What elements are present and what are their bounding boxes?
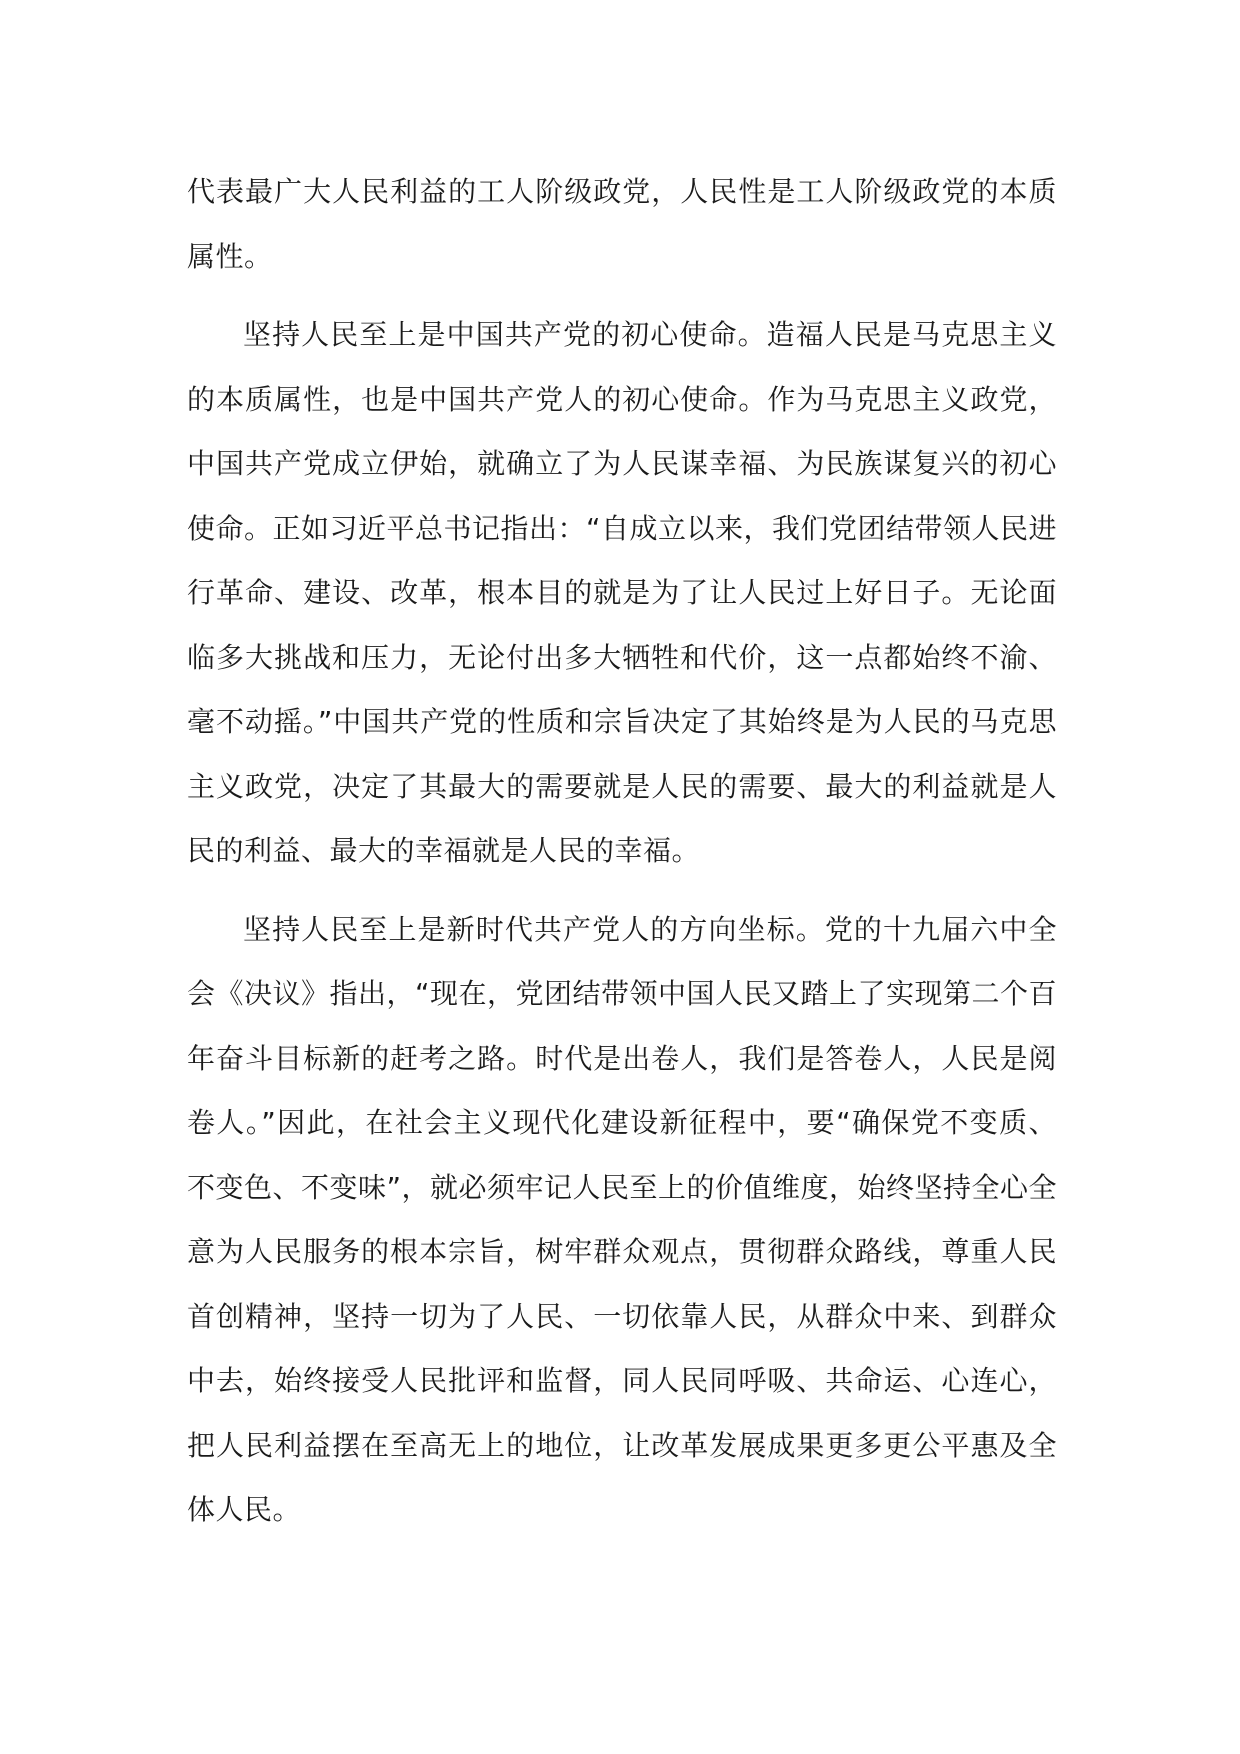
paragraph-2: 坚持人民至上是中国共产党的初心使命。造福人民是马克思主义的本质属性，也是中国共产党人的初心使命。作为马克思主义政党，中国共产党成立伊始，就确立了为人民谋幸福、为民族谋复兴的初心使命。正如习近平总书记指出：“自成立以来，我们党团结带领人民进行革命、建设、改革，根本目的就是为了让人民过上好日子。无论面临多大挑战和压力，无论付出多大牺牲和代价，这一点都始终不渝、毫不动摇。”中国共产党的性质和宗旨决定了其始终是为人民的马克思主义政党，决定了其最大的需要就是人民的需要、最大的利益就是人民的利益、最大的幸福就是人民的幸福。 bbox=[187, 318, 1058, 867]
paragraph-spacer bbox=[187, 884, 1057, 898]
document-body bbox=[187, 160, 1057, 1543]
paragraph-3: 坚持人民至上是新时代共产党人的方向坐标。党的十九届六中全会《决议》指出，“现在，党团结带领中国人民又踏上了实现第二个百年奋斗目标新的赶考之路。时代是出卷人，我们是答卷人，人民是阅卷人。”因此，在社会主义现代化建设新征程中，要“确保党不变质、不变色、不变味”，就必须牢记人民至上的价值维度，始终坚持全心全意为人民服务的根本宗旨，树牢群众观点，贯彻群众路线，尊重人民首创精神，坚持一切为了人民、一切依靠人民，从群众中来、到群众中去，始终接受人民批评和监督，同人民同呼吸、共命运、心连心，把人民利益摆在至高无上的地位，让改革发展成果更多更公平惠及全体人民。 bbox=[187, 912, 1058, 1526]
paragraph-1: 代表最广大人民利益的工人阶级政党，人民性是工人阶级政党的本质属性。 bbox=[187, 175, 1057, 273]
paragraph-spacer bbox=[187, 289, 1057, 303]
